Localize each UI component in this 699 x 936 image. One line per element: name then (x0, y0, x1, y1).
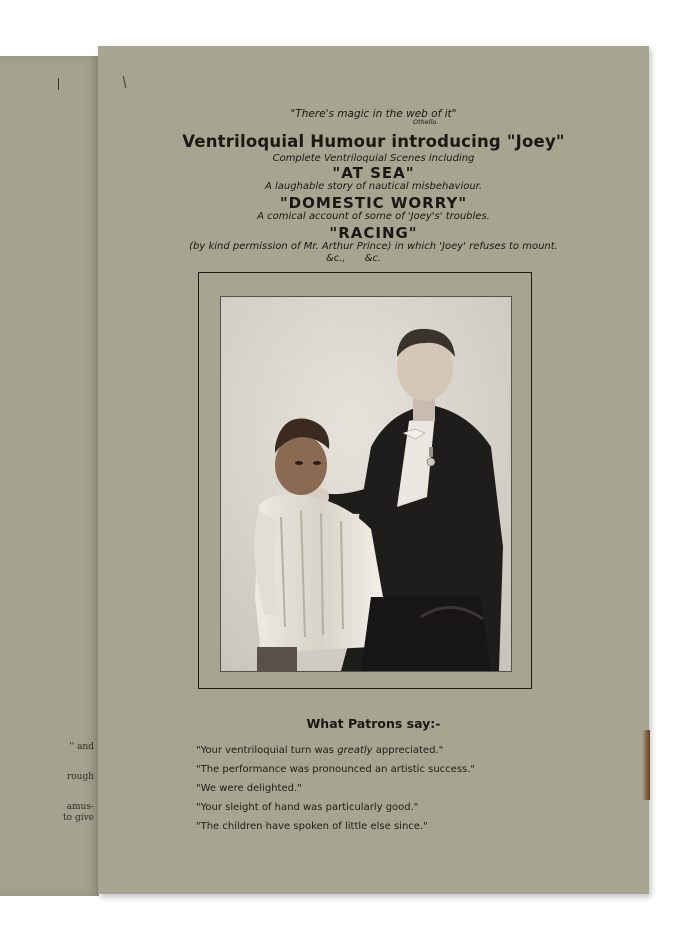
programme-page (98, 46, 649, 894)
etcetera: &c., &c. (325, 253, 382, 264)
performer-photo (220, 296, 512, 672)
left-page-fragment: amus- (66, 802, 94, 812)
page-mark (123, 76, 126, 88)
testimonial: "Your sleight of hand was particularly good." (196, 802, 419, 813)
subtitle: Complete Ventriloquial Scenes including (272, 153, 475, 164)
page-mark (58, 78, 59, 90)
act-title: "AT SEA" (332, 164, 415, 182)
epigraph-quote: "There's magic in the web of it" (290, 108, 457, 120)
testimonial: "The children have spoken of little else since." (196, 821, 428, 832)
ventriloquist-with-dummy-image (221, 297, 511, 671)
left-page-fragment: to give (63, 813, 94, 823)
act-title: "DOMESTIC WORRY" (279, 194, 468, 212)
page-title: Ventriloquial Humour introducing "Joey" (182, 132, 565, 151)
left-page-fragment: rough (66, 772, 94, 782)
act-description: (by kind permission of Mr. Arthur Prince) in which 'Joey' refuses to mount. (189, 241, 558, 252)
testimonial: "We were delighted." (196, 783, 302, 794)
epigraph-source: Othello. (413, 118, 439, 126)
act-description: A comical account of some of 'Joey's' troubles. (257, 211, 490, 222)
testimonial: "The performance was pronounced an artistic success." (196, 764, 476, 775)
left-page-fragment: '' and (69, 742, 94, 752)
edge-stain (642, 730, 650, 800)
act-description: A laughable story of nautical misbehaviour. (264, 181, 483, 192)
patrons-heading: What Patrons say:- (306, 716, 441, 731)
act-title: "RACING" (329, 224, 418, 242)
left-page (0, 56, 99, 896)
testimonial: "Your ventriloquial turn was greatly appreciated." (196, 745, 444, 756)
